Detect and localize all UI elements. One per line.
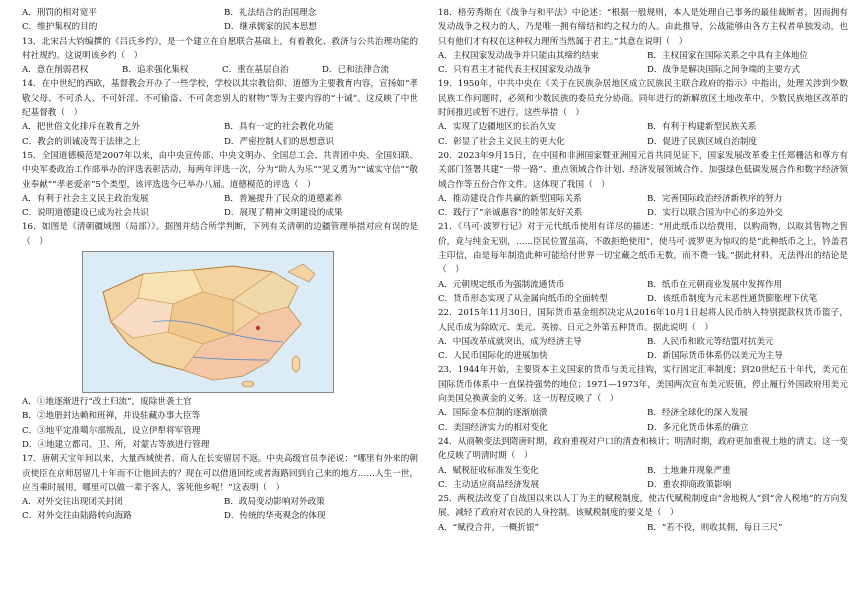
q25-option-b[interactable]: B．“若不役，则收其佣，每日三尺” [647,522,783,533]
q23-stem: 23．1944年开始，主要资本主义国家的货币与美元挂钩，实行固定汇率制度；到20世纪五十年代，美元在国际货币体系中一直保持强势的地位；1971—1973年，美国两次宣布美元贬值，停止履行外国政府用美元向美国兑换黄金的义务。这一历程反映了（ ） [438,365,848,405]
q20-options [438,192,848,221]
q12-option-a[interactable]: A．刑罚的相对宽平 [22,8,97,18]
q12-option-c[interactable]: C．维护集权的目的 [22,22,98,33]
q23-option-b[interactable]: B．经济全球化的深入发展 [647,408,748,419]
q15-option-a[interactable]: A．有利于社会主义民主政治发展 [22,193,149,204]
q14-option-c[interactable]: C．教会的训诫凌驾于法律之上 [22,136,141,147]
q21-option-d[interactable]: D．该纸币制度为元末恶性通货膨胀埋下伏笔 [647,293,818,304]
q16-option-c[interactable]: C．③地平定准噶尔部叛乱，设立伊犁将军管理 [22,425,201,436]
q14-options [22,120,418,149]
q18-option-d[interactable]: D．战争是解决国际之间争端的主要方式 [647,65,800,76]
map-graphic [83,252,333,392]
q22-option-c[interactable]: C．人民币国际化的进展加快 [438,351,548,362]
q19-option-c[interactable]: C．彰显了社会主义民主的更大化 [438,136,565,147]
q14-option-b[interactable]: B．具有一定的社会教化功能 [224,122,334,133]
q13-option-a[interactable]: A．意在削弱君权 [22,65,89,76]
q19-options [438,120,848,149]
q25-option-a[interactable]: A．“赋役合并，一概折银” [438,522,539,533]
q19-stem: 19．1950年，中共中央在《关于在民族杂居地区成立民族民主联合政府的指示》中指出，处理关涉到少数民族工作问题时，必须和少数民族的委员充分协商。同年进行的新解放区土地改革中，少数民族地区改革的时间推迟或暂不进行。这些举措（ ） [438,79,848,119]
q16-option-b[interactable]: B．②地册封达赖和班禅，并设驻藏办事大臣等 [22,411,201,422]
q22-option-b[interactable]: B．人民币和欧元等结盟对抗美元 [647,336,774,347]
q17-option-d[interactable]: D．传统的华夷观念的体现 [224,511,326,522]
q22-options [438,335,848,364]
q22-option-d[interactable]: D．新国际货币体系仍以美元为主导 [647,351,783,362]
q23-option-c[interactable]: C．美国经济实力的相对变化 [438,422,548,433]
q17-option-c[interactable]: C．对外交往由陆路转向海路 [22,511,132,522]
q24-stem: 24．从商鞅变法到隋唐时期，政府重视对户口的清查和核计；明清时期，政府更加重视土地的清丈。这一变化反映了明清时期（ ） [438,436,848,462]
q24-option-b[interactable]: B．土地兼并现象严重 [647,465,731,476]
right-column [438,6,848,535]
q13-stem: 13．北宋吕大钧编撰的《吕氏乡约》，是一个建立在自愿联合基础上，有着教化、救济与公共治理功能的村社规约。这说明该乡约（ ） [22,36,418,61]
q19-option-d[interactable]: D．促进了民族区域自治制度 [647,136,758,147]
q13-option-b[interactable]: B．追求强化集权 [122,65,189,76]
q25-options [438,521,848,535]
q15-option-b[interactable]: B．普遍提升了民众的道德素养 [224,193,343,204]
q18-options [438,49,848,78]
q23-option-a[interactable]: A．国际金本位制的逐渐崩溃 [438,408,548,419]
q21-option-c[interactable]: C．货币形态实现了从金属向纸币的全面转型 [438,293,608,304]
q15-option-d[interactable]: D．展现了精神文明建设的成果 [224,208,343,219]
q15-options [22,192,418,221]
q16-options [22,395,418,452]
q17-option-a[interactable]: A．对外交往出现闭关封闭 [22,497,123,508]
q22-option-a[interactable]: A．中国改革成就突出，成为经济主导 [438,336,582,347]
q24-option-c[interactable]: C．主动适应商品经济发展 [438,479,540,490]
q17-option-b[interactable]: B．政局变动影响对外政策 [224,497,325,508]
q16-stem: 16．如图是《清朝疆域图（局部）》。据图并结合所学判断，下列有关清朝的边疆管理举措对应有误的是（ ） [22,222,418,247]
q24-options [438,464,848,493]
q18-option-a[interactable]: A．主权国家发动战争并只能由其缔约结束 [438,50,599,61]
q18-stem: 18．格劳秀斯在《战争与和平法》中论述：“根据一般规则，本人是处理自己事务的最佳裁断者，因而拥有发动战争之权力的人，乃是唯一拥有缔结和约之权力的人。由此推导，公战能够由各方主权者单独发动，也只有他们才有权在这种权力理所当然属于君主。”其意在说明（ ） [438,8,848,47]
q15-option-c[interactable]: C．说明道德建设已成为社会共识 [22,208,149,219]
q19-option-a[interactable]: A．实现了边疆地区的长治久安 [438,122,556,133]
q20-option-a[interactable]: A．推动建设合作共赢的新型国际关系 [438,193,582,204]
q21-option-b[interactable]: B．纸币在元朝商业发展中发挥作用 [647,279,783,290]
q23-option-d[interactable]: D．多元化货币体系的确立 [647,422,749,433]
qing-territory-map [82,251,334,393]
q12-option-d[interactable]: D．继承儒家的民本思想 [224,22,317,33]
q16-option-d[interactable]: D．④地建立都司、卫、所，对蒙古等族进行管理 [22,439,210,450]
q20-stem: 20．2023年9月15日，在中国和非洲国家暨亚洲国元首共同见证下，国家发展改革委主任郑栅洁和尊方有关部门签署共建“一带一路”、重点领域合作计划、经济发展领域合作、加强绿色低碳发展合作和数字经济领域合作等五份合作文件。这体现了我国（ ） [438,150,848,190]
q14-stem: 14．在中世纪的西欧，基督教会开办了一些学校，学校以其宗教信仰、道德为主要教育内容，宣扬如“孝敬父母、不可杀人、不可奸淫、不可偷盗、不可贪恋别人的财物”等为主要内容的“十诫”。这反映了中世纪基督教（ ） [22,79,418,119]
q14-option-a[interactable]: A．把世俗文化排斥在教育之外 [22,122,140,133]
q24-option-d[interactable]: D．重农抑商政策影响 [647,479,732,490]
q19-option-b[interactable]: B．有利于构建新型民族关系 [647,122,757,133]
q14-option-d[interactable]: D．严密控制人们的思想意识 [224,136,335,147]
q25-stem: 25．两税法改变了自战国以来以人丁为主的赋税制度，使古代赋税制度由“舍地税人”到“舍人税地”的方向发展，减轻了政府对农民的人身控制。该赋税制度的要义是（ ） [438,494,848,519]
q21-stem: 21．《马可·波罗行记》对于元代纸币使用有详尽的描述：“用此纸币以给费用，以购商物，以取其售物之售价，竟与纯金无别，……臣民位置虽高，不敢拒绝使用”，使马可·波罗更为惊叹的是“此种纸币之上，钤盖君主印信，由是每年制造此种可能给付世界一切宝藏之纸币无数，而不费一钱。”据此材料，无法得出的结论是（ ） [438,222,848,276]
q20-option-b[interactable]: B．完善国际政治经济新秩序的努力 [647,193,783,204]
q17-stem: 17．唐朝天宝年间以来，大量西域使者、商人在长安留居不返。中央高级官员李泌说：“哪里有外来的朝贡使臣在京师居留几十年而不让他回去的？现在可以借道回纥或者海路回到自己来的地方……人生一世，应当乘时展用，哪里可以做一辈子客人，客死他乡呢！”这表明（ ） [22,454,418,493]
q21-options [438,278,848,307]
left-column [22,6,418,524]
q24-option-a[interactable]: A．赋税征收标准发生变化 [438,465,539,476]
q22-stem: 22．2015年11月30日，国际货币基金组织决定从2016年10月1日起将人民币纳入特别提款权货币篮子，人民币成为除欧元、美元、英镑、日元之外第五种货币。据此说明（ ） [438,308,848,333]
q13-option-d[interactable]: D．已和法律合流 [322,65,390,76]
q15-stem: 15．全国道德模范是2007年以来，由中央宣传部、中央文明办、全国总工会、共青团中央、全国妇联、中央军委政治工作部举办的评选表彰活动，每两年评选一次，分为“助人为乐”“见义勇为”“诚实守信”“敬业奉献”“孝老爱亲”5个类型，该评选选今已举办八届。道德模范的评选（ ） [22,150,418,190]
q13-options [22,63,418,77]
q17-options [22,495,418,524]
q12-option-b[interactable]: B．礼法结合的治国理念 [224,8,317,18]
q23-options [438,406,848,435]
q20-option-d[interactable]: D．实行以联合国为中心的多边外交 [647,208,783,219]
q18-option-b[interactable]: B．主权国家在国际关系之中具有主体地位 [647,50,809,61]
q12-options [22,6,418,35]
q16-option-a[interactable]: A．①地逐渐进行“改土归流”，废除世袭土官 [22,397,192,408]
q20-option-c[interactable]: C．践行了“亲诚惠容”的睦邻友好关系 [438,208,583,219]
q21-option-a[interactable]: A．元朝规定纸币为强制流通货币 [438,279,565,290]
q18-option-c[interactable]: C．只有君主才能代表主权国家发动战争 [438,65,591,76]
q13-option-c[interactable]: C．重在基层自治 [222,65,289,76]
